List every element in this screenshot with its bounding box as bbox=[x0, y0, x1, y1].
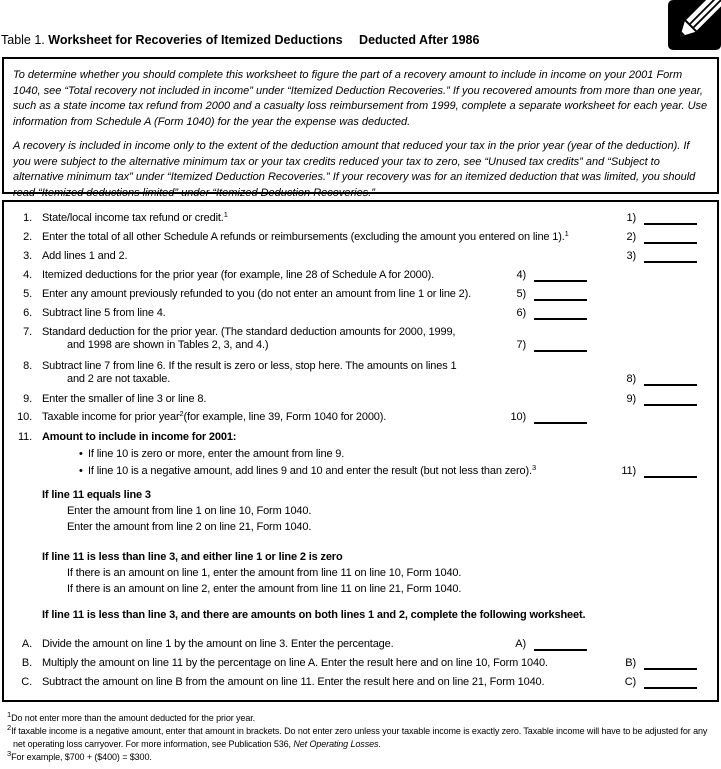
section-header: If line 11 is less than line 3, and there are amounts on both lines 1 and 2, complete the following worksheet. bbox=[42, 609, 586, 621]
footnote-text: If taxable income is a negative amount, enter that amount in brackets. Do not enter zero unless your taxable income is exactly zero. Taxable income will have to be adjusted for any net operating loss carryover. For more information, see Publication 536, bbox=[11, 726, 708, 749]
entry-label: 5) bbox=[516, 288, 526, 300]
footnote-number: 1 bbox=[7, 710, 12, 719]
line-number: 4. bbox=[23, 269, 32, 281]
worksheet-row-2 bbox=[4, 231, 717, 244]
line-text: Enter any amount previously refunded to you (do not enter an amount from line 1 or line 2). bbox=[42, 288, 472, 300]
section-header: If line 11 equals line 3 bbox=[42, 489, 151, 501]
line-letter: C. bbox=[21, 676, 32, 688]
footnote-text-after: . bbox=[378, 739, 381, 749]
footnote-ref: 2 bbox=[179, 409, 184, 418]
entry-blank-line bbox=[644, 212, 697, 225]
line-number: 11. bbox=[17, 431, 32, 443]
line-number: 10. bbox=[17, 411, 32, 423]
line-text bbox=[42, 411, 717, 424]
entry-field-4 bbox=[492, 269, 587, 282]
entry-blank-line bbox=[534, 307, 587, 320]
line-text: Enter the smaller of line 3 or line 8. bbox=[42, 393, 207, 405]
entry-label: 3) bbox=[626, 250, 636, 262]
entry-field-C bbox=[602, 676, 697, 689]
entry-field-6 bbox=[492, 307, 587, 320]
worksheet-row-9 bbox=[4, 393, 717, 406]
line-text-after: (for example, line 39, Form 1040 for 2000). bbox=[183, 411, 387, 423]
footnote-3 bbox=[7, 751, 715, 764]
line-number: 2. bbox=[23, 231, 32, 243]
section-line11-less-either-zero bbox=[42, 551, 717, 596]
table-title-prefix: Table 1. bbox=[1, 33, 45, 47]
table-title-suffix: Deducted After 1986 bbox=[359, 33, 480, 47]
entry-blank-line bbox=[644, 465, 697, 478]
worksheet-row-1 bbox=[4, 212, 717, 225]
worksheet-row-7 bbox=[4, 326, 717, 352]
footnote-number: 2 bbox=[7, 723, 12, 732]
footnote-ref: 1 bbox=[223, 210, 228, 219]
bullet-icon: • bbox=[79, 448, 83, 460]
line-text: Subtract line 7 from line 6. If the result is zero or less, stop here. The amounts on lines 1 bbox=[42, 360, 457, 372]
entry-label: A) bbox=[515, 638, 526, 650]
entry-blank-line bbox=[534, 638, 587, 651]
entry-field-1 bbox=[602, 212, 697, 225]
intro-paragraph-2: A recovery is included in income only to the extent of the deduction amount that reduced your tax in the prior year (year of the deduction). If you were subject to the alternative minimum tax or your tax credits reduced your tax to zero, see “Unused tax credits” and “Subject to alternative minimum tax” under “Itemized Deduction Recoveries.” If your recovery was for an itemized deduction that was limited, you should read “Itemized deductions limited” under “Itemized Deduction Recoveries.” bbox=[13, 140, 696, 199]
footnote-text: For example, $700 + ($400) = $300. bbox=[11, 752, 152, 762]
entry-blank-line bbox=[644, 373, 697, 386]
section-line: Enter the amount from line 1 on line 10, Form 1040. bbox=[67, 505, 312, 517]
worksheet-row-C bbox=[4, 676, 717, 689]
entry-label: C) bbox=[624, 676, 636, 688]
footnote-number: 3 bbox=[7, 749, 12, 758]
entry-label: 9) bbox=[626, 393, 636, 405]
section-line11-less-both-amounts bbox=[42, 609, 717, 622]
footnote-text: Do not enter more than the amount deducted for the prior year. bbox=[11, 713, 256, 723]
line-text: Standard deduction for the prior year. (The standard deduction amounts for 2000, 1999, bbox=[42, 326, 456, 338]
line-text: Multiply the amount on line 11 by the percentage on line A. Enter the result here and on line 10, Form 1040. bbox=[42, 657, 548, 669]
line-text-main: State/local income tax refund or credit. bbox=[42, 212, 224, 224]
entry-label: 11) bbox=[621, 465, 636, 477]
entry-label: 7) bbox=[516, 339, 526, 351]
worksheet-row-10 bbox=[4, 411, 717, 424]
footnote-2 bbox=[7, 725, 715, 751]
entry-label: 2) bbox=[626, 231, 636, 243]
intro-paragraph-1: To determine whether you should complete this worksheet to figure the part of a recovery amount to include in income on your 2001 Form 1040, see “Total recovery not included in income” under “Itemized Deduction Recoveries.” If you recovered amounts from more than one year, such as a state income tax refund from 2000 and a casualty loss reimbursement from 1999, complete a separate worksheet for each year. Use information from Schedule A (Form 1040) for the year the expense was deducted. bbox=[13, 69, 708, 128]
footnote-ref: 3 bbox=[531, 463, 536, 472]
entry-blank-line bbox=[644, 231, 697, 244]
entry-label: 1) bbox=[626, 212, 636, 224]
entry-blank-line bbox=[644, 676, 697, 689]
section-line: If there is an amount on line 2, enter the amount from line 11 on line 21, Form 1040. bbox=[67, 583, 462, 595]
worksheet-box bbox=[2, 200, 719, 702]
worksheet-row-4 bbox=[4, 269, 717, 282]
line-number: 5. bbox=[23, 288, 32, 300]
footnotes bbox=[7, 712, 715, 764]
entry-field-9 bbox=[602, 393, 697, 406]
footnote-italic-title: Net Operating Losses bbox=[293, 739, 379, 749]
section-header: If line 11 is less than line 3, and either line 1 or line 2 is zero bbox=[42, 551, 343, 563]
entry-field-B bbox=[602, 657, 697, 670]
line-text-main: Taxable income for prior year bbox=[42, 411, 180, 423]
line-text: Subtract the amount on line B from the amount on line 11. Enter the result here and on line 21, Form 1040. bbox=[42, 676, 545, 688]
entry-field-3 bbox=[602, 250, 697, 263]
line-letter: B. bbox=[21, 657, 32, 669]
section-line: Enter the amount from line 2 on line 21, Form 1040. bbox=[67, 521, 312, 533]
section-line: If there is an amount on line 1, enter the amount from line 11 on line 10, Form 1040. bbox=[67, 567, 462, 579]
pencil-icon bbox=[668, 0, 721, 50]
entry-label: 8) bbox=[626, 373, 636, 385]
entry-blank-line bbox=[534, 411, 587, 424]
line-number: 8. bbox=[23, 360, 32, 372]
line-number: 3. bbox=[23, 250, 32, 262]
entry-blank-line bbox=[534, 288, 587, 301]
worksheet-row-11 bbox=[4, 431, 717, 478]
bullet-icon: • bbox=[79, 465, 83, 477]
table-title bbox=[1, 33, 479, 47]
line-text-continued: and 1998 are shown in Tables 2, 3, and 4.) bbox=[67, 339, 269, 351]
line-number: 7. bbox=[23, 326, 32, 338]
line-letter: A. bbox=[21, 638, 32, 650]
bullet-text: If line 10 is a negative amount, add lines 9 and 10 and enter the result (but not less than zero). bbox=[88, 465, 532, 477]
table-title-main: Worksheet for Recoveries of Itemized Deductions bbox=[48, 33, 343, 47]
entry-label: 10) bbox=[510, 411, 526, 423]
entry-label: 6) bbox=[516, 307, 526, 319]
entry-field-8 bbox=[602, 373, 697, 386]
bullet-text: If line 10 is zero or more, enter the amount from line 9. bbox=[88, 448, 345, 460]
worksheet-row-B bbox=[4, 657, 717, 670]
footnote-ref: 1 bbox=[564, 229, 569, 238]
intro-box bbox=[2, 57, 719, 199]
entry-blank-line bbox=[534, 269, 587, 282]
line-number: 1. bbox=[23, 212, 32, 224]
line-11-bullet-1 bbox=[79, 448, 717, 461]
line-text: Subtract line 5 from line 4. bbox=[42, 307, 166, 319]
line-text: Add lines 1 and 2. bbox=[42, 250, 128, 262]
entry-field-A bbox=[492, 638, 587, 651]
line-number: 6. bbox=[23, 307, 32, 319]
worksheet-row-6 bbox=[4, 307, 717, 320]
worksheet-row-8 bbox=[4, 360, 717, 386]
entry-field-11 bbox=[602, 465, 697, 478]
entry-blank-line bbox=[534, 339, 587, 352]
line-text-main: Enter the total of all other Schedule A refunds or reimbursements (excluding the amount you entered on line 1). bbox=[42, 231, 565, 243]
entry-field-10 bbox=[492, 411, 587, 424]
entry-field-5 bbox=[492, 288, 587, 301]
section-line11-equals-line3 bbox=[42, 489, 717, 534]
line-11-header: Amount to include in income for 2001: bbox=[42, 431, 237, 443]
worksheet-row-5 bbox=[4, 288, 717, 301]
line-text: Itemized deductions for the prior year (for example, line 28 of Schedule A for 2000). bbox=[42, 269, 435, 281]
worksheet-row-A bbox=[4, 638, 717, 651]
entry-blank-line bbox=[644, 393, 697, 406]
entry-field-7 bbox=[492, 339, 587, 352]
entry-blank-line bbox=[644, 250, 697, 263]
entry-label: B) bbox=[625, 657, 636, 669]
entry-label: 4) bbox=[516, 269, 526, 281]
entry-field-2 bbox=[602, 231, 697, 244]
line-text: Divide the amount on line 1 by the amount on line 3. Enter the percentage. bbox=[42, 638, 394, 650]
line-text-continued: and 2 are not taxable. bbox=[67, 373, 171, 385]
worksheet-row-3 bbox=[4, 250, 717, 263]
entry-blank-line bbox=[644, 657, 697, 670]
line-number: 9. bbox=[23, 393, 32, 405]
footnote-1 bbox=[7, 712, 715, 725]
pencil-icon-svg bbox=[668, 0, 721, 50]
